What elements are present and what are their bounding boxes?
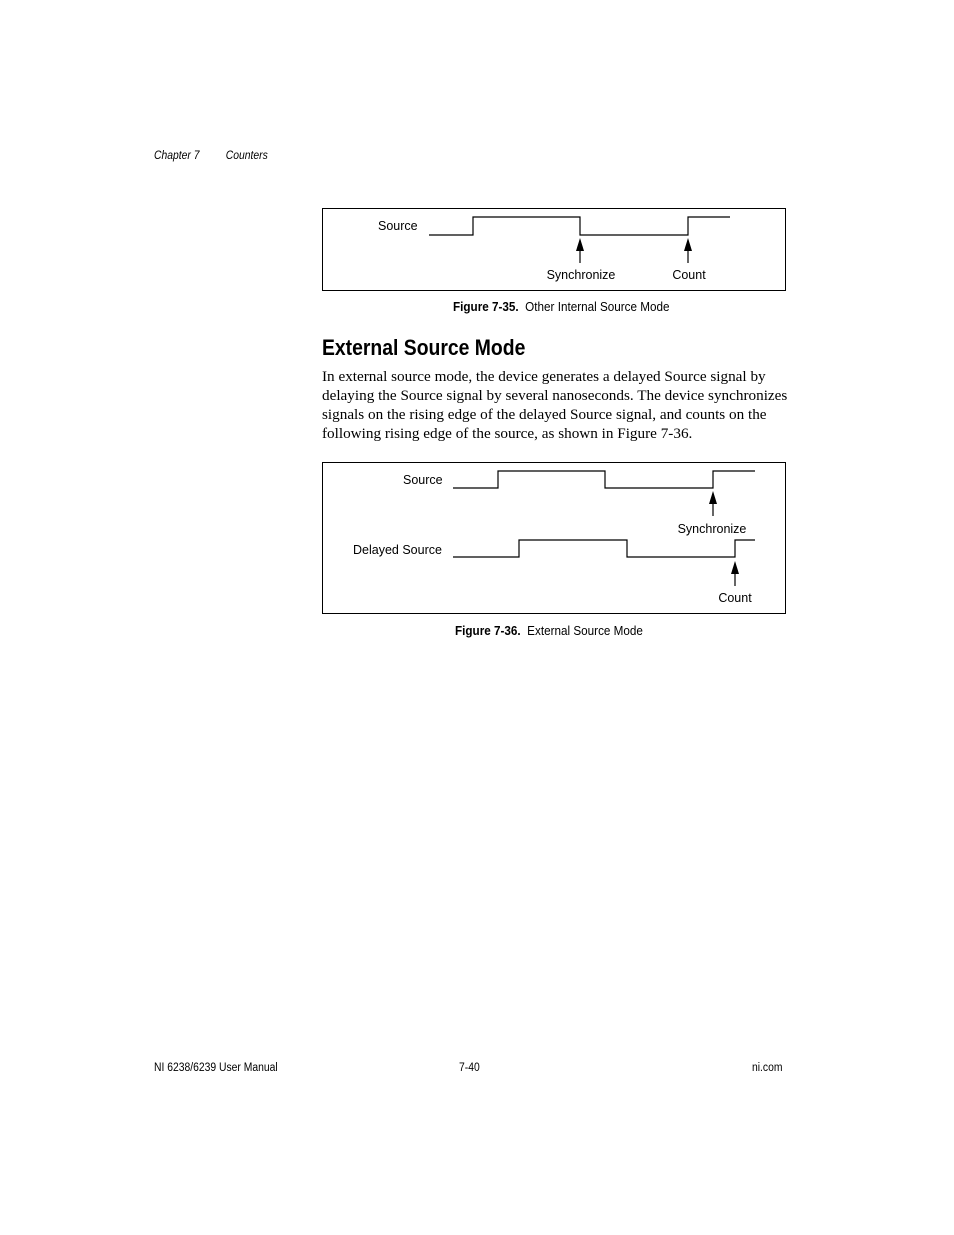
header-section: Counters xyxy=(225,150,268,162)
figure-7-35-diagram xyxy=(322,208,786,291)
count-arrow xyxy=(731,561,739,586)
source-waveform xyxy=(453,471,755,488)
delayed-source-signal-label: Delayed Source xyxy=(353,543,442,557)
synchronize-label: Synchronize xyxy=(546,268,616,282)
synchronize-arrow xyxy=(709,491,717,516)
count-label: Count xyxy=(718,591,752,605)
figure-7-35-caption xyxy=(453,299,670,314)
figure-number: Figure 7-36. xyxy=(455,623,521,638)
section-heading: External Source Mode xyxy=(322,335,526,360)
synchronize-arrow xyxy=(576,238,584,263)
figure-title: Other Internal Source Mode xyxy=(525,299,670,314)
figure-title: External Source Mode xyxy=(527,623,643,638)
source-signal-label: Source xyxy=(378,219,418,233)
count-arrow xyxy=(684,238,692,263)
footer-site: ni.com xyxy=(752,1062,783,1074)
timing-diagram-7-35 xyxy=(323,209,785,290)
synchronize-label: Synchronize xyxy=(677,522,747,536)
header-chapter: Chapter 7 xyxy=(154,150,200,162)
figure-7-36-diagram xyxy=(322,462,786,614)
figure-number: Figure 7-35. xyxy=(453,299,519,314)
count-label: Count xyxy=(672,268,706,282)
footer-manual: NI 6238/6239 User Manual xyxy=(154,1062,278,1074)
source-waveform xyxy=(429,217,730,235)
source-signal-label: Source xyxy=(403,473,443,487)
delayed-source-waveform xyxy=(453,540,755,557)
figure-7-36-caption xyxy=(455,623,643,638)
section-body: In external source mode, the device generates a delayed Source signal by delaying the Source signal by several nanoseconds. The device synchronizes signals on the rising edge of the delayed Source signal, and counts on the following rising edge of the source, as shown in Figure 7-36. xyxy=(322,368,788,442)
running-header xyxy=(154,150,268,162)
footer-page-number: 7-40 xyxy=(459,1062,480,1074)
timing-diagram-7-36 xyxy=(323,463,785,613)
